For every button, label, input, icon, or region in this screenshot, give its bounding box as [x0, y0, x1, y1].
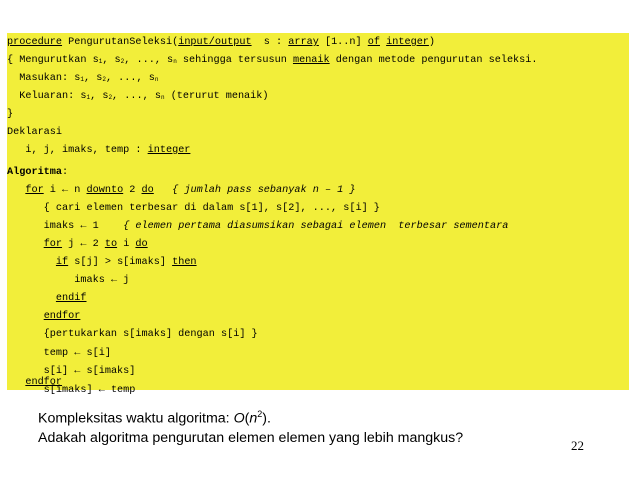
exponent: 2	[257, 409, 263, 419]
pseudocode-block	[7, 33, 629, 396]
keyword-then: then	[172, 257, 197, 268]
keyword-endfor: endfor	[43, 311, 81, 322]
assign-arrow-icon: ←	[74, 348, 81, 359]
subscript: 1	[98, 58, 103, 65]
comment-line-1	[7, 52, 538, 70]
comment-find-max: { cari elemen terbesar di dalam s[1], s[2], ..., s[i] }	[7, 203, 380, 214]
imaks-init-line	[7, 218, 508, 236]
code-text: s[j] > s[imaks]	[68, 257, 173, 268]
keyword-integer: integer	[386, 37, 429, 48]
code-text: imaks	[7, 275, 111, 286]
colon: :	[62, 167, 69, 178]
param-text: s :	[251, 37, 289, 48]
comment-text: sehingga tersusun	[176, 55, 293, 66]
keyword-endif: endif	[55, 293, 87, 304]
for-outer-line	[7, 182, 356, 200]
comment-text: { elemen pertama diasumsikan sebagai elemen terbesar sementara	[123, 221, 509, 232]
assign-arrow-icon: ←	[80, 239, 87, 250]
range-text: [1..n]	[318, 37, 368, 48]
comment-text: , s	[102, 55, 121, 66]
assign-arrow-icon: ←	[74, 366, 81, 377]
subscript: 1	[80, 76, 84, 83]
subscript: n	[160, 94, 165, 101]
keyword-do: do	[135, 239, 148, 250]
comment-text: { Mengurutkan s	[7, 55, 99, 66]
if-line	[7, 254, 197, 272]
imaks-assign-line	[7, 272, 129, 290]
keyword-do: do	[141, 185, 154, 196]
complexity-note	[38, 409, 271, 427]
temp-assign-line	[7, 345, 111, 363]
n-var: n	[249, 410, 258, 427]
code-text: s[imaks]	[80, 366, 136, 377]
big-o: O	[233, 410, 245, 427]
code-text: j	[117, 275, 130, 286]
code-text: s[i]	[80, 348, 111, 359]
indent	[7, 185, 25, 196]
paren: ).	[262, 410, 271, 427]
complexity-label: Kompleksitas waktu algoritma:	[38, 410, 234, 427]
subscript: n	[154, 76, 159, 83]
section-algoritma	[7, 164, 68, 182]
comment-text: dengan metode pengurutan seleksi.	[329, 55, 538, 66]
keyword-integer: integer	[147, 145, 191, 156]
close-paren: )	[428, 37, 436, 48]
code-text: temp	[104, 385, 136, 396]
code-text: 2	[123, 185, 142, 196]
comment-swap: {pertukarkan s[imaks] dengan s[i] }	[7, 329, 258, 340]
keyword-procedure: procedure	[7, 37, 63, 48]
indent	[7, 293, 56, 304]
keyword-if: if	[55, 257, 69, 268]
section-deklarasi: Deklarasi	[7, 127, 63, 138]
comment-text: { jumlah pass sebanyak n – 1 }	[172, 185, 356, 196]
endfor-outer-line	[7, 374, 62, 392]
endfor-inner-line	[7, 308, 80, 326]
question-note: Adakah algoritma pengurutan elemen elemen yang lebih mangkus?	[38, 430, 464, 446]
comment-text: , ..., s	[124, 55, 174, 66]
comment-text: Keluaran: s	[7, 91, 87, 102]
for-inner-line	[7, 236, 148, 254]
keyword-input-output: input/output	[178, 37, 252, 48]
procedure-header	[7, 34, 435, 52]
comment-close: }	[7, 109, 14, 120]
indent	[7, 257, 56, 268]
code-text: 1	[86, 221, 124, 232]
code-text: j	[62, 239, 81, 250]
assign-arrow-icon: ←	[110, 275, 118, 286]
subscript: 2	[102, 76, 106, 83]
keyword-to: to	[104, 239, 118, 250]
comment-text: Masukan: s	[7, 73, 81, 84]
comment-text: (terurut menaik)	[164, 91, 269, 102]
code-text: temp	[7, 348, 75, 359]
declaration-vars: i, j, imaks, temp :	[7, 145, 148, 156]
page-number: 22	[571, 438, 584, 453]
algoritma-heading: Algoritma	[7, 167, 63, 178]
comment-text: , ..., s	[105, 73, 155, 84]
endif-line	[7, 290, 87, 308]
code-text	[154, 185, 172, 196]
comment-text: , s	[83, 73, 103, 84]
code-text: s[imaks]	[7, 385, 99, 396]
code-text: n	[68, 185, 87, 196]
assign-arrow-icon: ←	[80, 221, 87, 232]
subscript: 1	[86, 94, 91, 101]
comment-underlined-word: menaik	[292, 55, 330, 66]
code-text: imaks	[7, 221, 81, 232]
keyword-for: for	[43, 239, 63, 250]
comment-text: , ..., s	[112, 91, 161, 102]
procedure-name: PengurutanSeleksi(	[62, 37, 179, 48]
subscript: n	[173, 58, 177, 65]
code-text: i	[43, 185, 63, 196]
declaration-line	[7, 142, 190, 160]
keyword-downto: downto	[86, 185, 124, 196]
comment-line-2	[7, 70, 158, 88]
comment-line-3	[7, 88, 269, 106]
comment-text: , s	[90, 91, 109, 102]
keyword-endfor: endfor	[25, 377, 63, 388]
indent	[7, 377, 25, 388]
code-text: s[i]	[7, 366, 75, 377]
code-text: 2	[86, 239, 105, 250]
subscript: 2	[120, 58, 125, 65]
code-text: i	[117, 239, 136, 250]
paren: (	[244, 410, 250, 427]
assign-arrow-icon: ←	[98, 385, 105, 396]
keyword-of: of	[367, 37, 380, 48]
assign-arrow-icon: ←	[62, 185, 69, 196]
indent	[7, 239, 44, 250]
keyword-for: for	[25, 185, 44, 196]
indent	[7, 311, 44, 322]
subscript: 2	[108, 94, 113, 101]
keyword-array: array	[288, 37, 319, 48]
